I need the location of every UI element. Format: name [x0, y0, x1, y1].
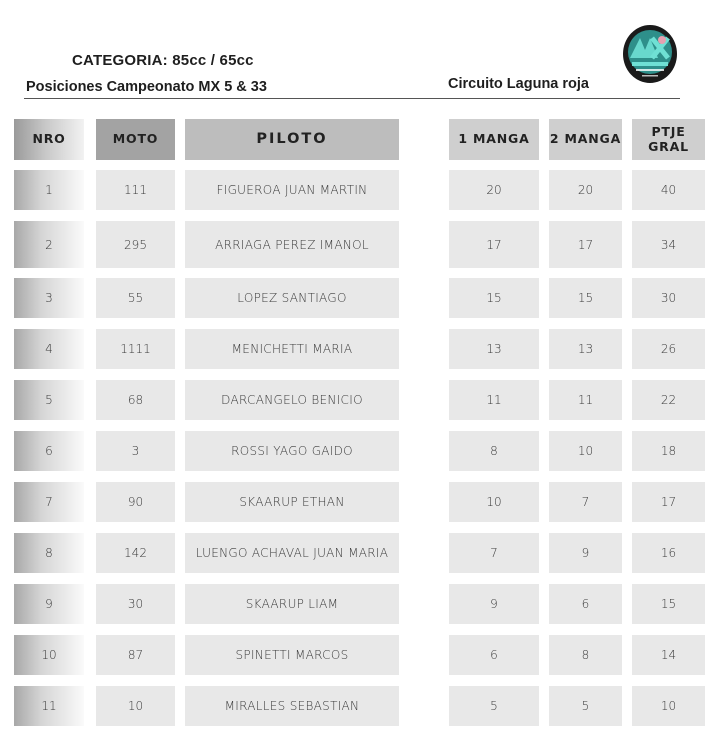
cell-nro: 5: [14, 380, 84, 420]
cell-manga2: 8: [549, 635, 622, 675]
cell-manga2: 11: [549, 380, 622, 420]
cell-nro: 2: [14, 221, 84, 268]
cell-total: 34: [632, 221, 705, 268]
cell-nro: 6: [14, 431, 84, 471]
cell-piloto: SPINETTI MARCOS: [185, 635, 399, 675]
cell-piloto: FIGUEROA JUAN MARTIN: [185, 170, 399, 210]
cell-nro: 7: [14, 482, 84, 522]
column-header-manga2: 2 MANGA: [549, 119, 622, 160]
cell-moto: 68: [96, 380, 175, 420]
cell-piloto: SKAARUP LIAM: [185, 584, 399, 624]
cell-total: 10: [632, 686, 705, 726]
cell-manga2: 5: [549, 686, 622, 726]
cell-manga1: 5: [449, 686, 539, 726]
cell-nro: 9: [14, 584, 84, 624]
cell-nro: 4: [14, 329, 84, 369]
cell-manga2: 6: [549, 584, 622, 624]
cell-manga1: 8: [449, 431, 539, 471]
cell-manga1: 15: [449, 278, 539, 318]
cell-manga1: 6: [449, 635, 539, 675]
cell-total: 22: [632, 380, 705, 420]
cell-piloto: DARCANGELO BENICIO: [185, 380, 399, 420]
cell-nro: 10: [14, 635, 84, 675]
cell-moto: 142: [96, 533, 175, 573]
cell-manga1: 13: [449, 329, 539, 369]
circuit-name: Circuito Laguna roja: [448, 76, 589, 92]
column-header-ptje-line2: GRAL: [648, 138, 689, 154]
cell-piloto: MENICHETTI MARIA: [185, 329, 399, 369]
cell-nro: 3: [14, 278, 84, 318]
column-header-moto: MOTO: [96, 119, 175, 160]
cell-piloto: ARRIAGA PEREZ IMANOL: [185, 221, 399, 268]
cell-manga2: 7: [549, 482, 622, 522]
column-header-ptje-line1: PTJE: [651, 124, 686, 140]
cell-moto: 55: [96, 278, 175, 318]
column-header-ptje: [632, 119, 705, 160]
cell-total: 17: [632, 482, 705, 522]
cell-nro: 1: [14, 170, 84, 210]
header-divider: [24, 98, 680, 99]
cell-manga1: 17: [449, 221, 539, 268]
cell-nro: 11: [14, 686, 84, 726]
cell-total: 18: [632, 431, 705, 471]
category-title: CATEGORIA: 85cc / 65cc: [72, 52, 254, 69]
cell-manga2: 20: [549, 170, 622, 210]
cell-total: 26: [632, 329, 705, 369]
column-header-nro: NRO: [14, 119, 84, 160]
cell-moto: 87: [96, 635, 175, 675]
column-header-piloto: PILOTO: [185, 119, 399, 160]
cell-manga1: 20: [449, 170, 539, 210]
cell-piloto: SKAARUP ETHAN: [185, 482, 399, 522]
cell-piloto: ROSSI YAGO GAIDO: [185, 431, 399, 471]
column-header-manga1: 1 MANGA: [449, 119, 539, 160]
cell-piloto: MIRALLES SEBASTIAN: [185, 686, 399, 726]
cell-moto: 3: [96, 431, 175, 471]
cell-total: 40: [632, 170, 705, 210]
cell-moto: 111: [96, 170, 175, 210]
cell-total: 16: [632, 533, 705, 573]
cell-moto: 1111: [96, 329, 175, 369]
championship-title: Posiciones Campeonato MX 5 & 33: [26, 79, 267, 95]
cell-moto: 30: [96, 584, 175, 624]
cell-manga1: 9: [449, 584, 539, 624]
cell-piloto: LUENGO ACHAVAL JUAN MARIA: [185, 533, 399, 573]
cell-nro: 8: [14, 533, 84, 573]
cell-total: 14: [632, 635, 705, 675]
cell-manga2: 9: [549, 533, 622, 573]
cell-manga2: 17: [549, 221, 622, 268]
cell-manga2: 15: [549, 278, 622, 318]
cell-manga2: 13: [549, 329, 622, 369]
cell-moto: 90: [96, 482, 175, 522]
cell-manga1: 7: [449, 533, 539, 573]
championship-logo-icon: [622, 24, 678, 84]
cell-manga2: 10: [549, 431, 622, 471]
cell-moto: 295: [96, 221, 175, 268]
cell-manga1: 11: [449, 380, 539, 420]
cell-piloto: LOPEZ SANTIAGO: [185, 278, 399, 318]
cell-manga1: 10: [449, 482, 539, 522]
cell-total: 15: [632, 584, 705, 624]
cell-moto: 10: [96, 686, 175, 726]
cell-total: 30: [632, 278, 705, 318]
